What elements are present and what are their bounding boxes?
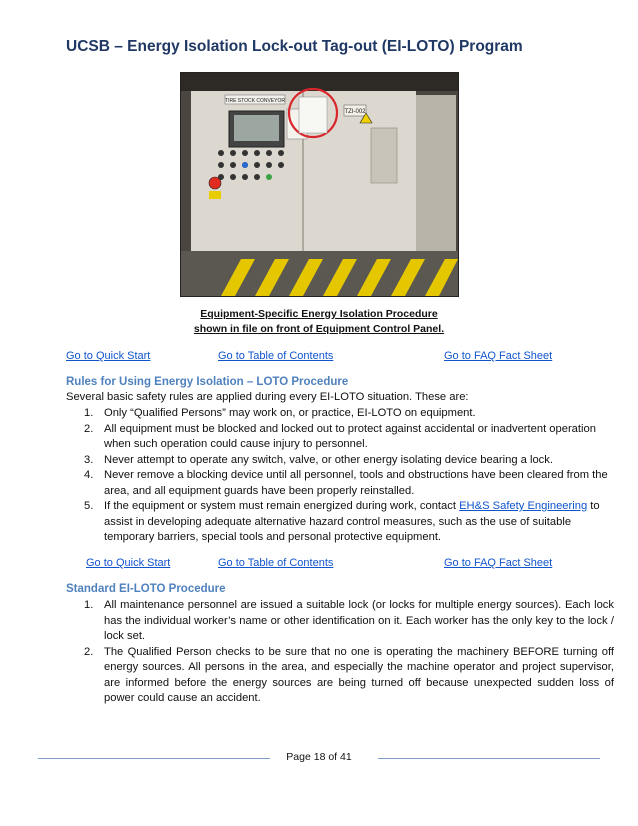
rules-list <box>66 406 614 546</box>
rule-number: 4. <box>84 469 94 481</box>
rule-text: Never attempt to operate any switch, valve, or other energy isolating device bearing a lock. <box>104 453 553 466</box>
procedure-number: 1. <box>84 599 94 611</box>
rule-item <box>66 453 614 469</box>
procedure-text: The Qualified Person checks to be sure that no one is operating the machinery BEFORE turning off energy sources. All persons in the area, and especially the machine operator and project supervisor, are informed before the energy sources are being turned off because unexpected sudden loss of power could cause an accident. <box>104 645 614 704</box>
equipment-panel-photo <box>180 72 459 297</box>
toc-link[interactable]: Go to Table of Contents <box>218 350 334 362</box>
nav-links-bottom <box>0 557 638 571</box>
panel-sign-left: TIRE STOCK CONVEYOR <box>225 98 285 104</box>
faq-link[interactable]: Go to FAQ Fact Sheet <box>444 350 553 362</box>
panel-sign-right: TZI-002 <box>344 109 366 115</box>
quick-start-link[interactable]: Go to Quick Start <box>66 350 151 362</box>
standard-heading: Standard EI-LOTO Procedure <box>66 583 226 595</box>
rule-item <box>66 406 614 422</box>
faq-link[interactable]: Go to FAQ Fact Sheet <box>444 557 553 569</box>
nav-links-top <box>0 350 638 364</box>
rule-text-after: to assist in developing adequate alternative hazard control measures, such as the use of suitable temporary barriers, special tools and personal protective equipment. <box>104 500 600 543</box>
standard-list <box>66 598 614 707</box>
toc-link[interactable]: Go to Table of Contents <box>218 557 334 569</box>
rule-item <box>66 422 614 453</box>
rule-number: 2. <box>84 422 94 435</box>
caption-line-1: Equipment-Specific Energy Isolation Procedure <box>200 308 438 320</box>
rule-number: 3. <box>84 453 94 466</box>
rule-item <box>66 468 614 499</box>
rule-text: Only “Qualified Persons” may work on, or practice, EI-LOTO on equipment. <box>104 407 476 419</box>
caption-line-2: shown in file on front of Equipment Control Panel. <box>193 323 445 335</box>
rule-text: All equipment must be blocked and locked out to protect against accidental or inadvertent operation when such operation could cause injury to personnel. <box>104 422 596 450</box>
ehs-safety-engineering-link[interactable]: EH&S Safety Engineering <box>459 500 588 512</box>
rules-intro: Several basic safety rules are applied during every EI-LOTO situation. These are: <box>66 391 469 403</box>
rule-number: 5. <box>84 500 94 512</box>
page-number: Page 18 of 41 <box>286 751 352 763</box>
rule-text: Never remove a blocking device until all personnel, tools and obstructions have been cleared from the area, and all equipment guards have been properly reinstalled. <box>104 469 608 497</box>
quick-start-link[interactable]: Go to Quick Start <box>86 557 171 569</box>
rule-text-before: If the equipment or system must remain energized during work, contact <box>104 500 460 512</box>
document-title: UCSB – Energy Isolation Lock-out Tag-out (EI-LOTO) Program <box>66 38 523 55</box>
procedure-item <box>66 645 614 707</box>
rule-item <box>66 499 614 546</box>
photo-caption <box>0 307 638 337</box>
procedure-number: 2. <box>84 645 94 658</box>
rule-number: 1. <box>84 407 94 419</box>
procedure-text: All maintenance personnel are issued a suitable lock (or locks for multiple energy sources). Each lock has the individual worker’s name or other identification on it. Each worker has the only key to the lock / lock set. <box>104 599 614 642</box>
rules-heading: Rules for Using Energy Isolation – LOTO Procedure <box>66 376 349 388</box>
procedure-item <box>66 598 614 645</box>
